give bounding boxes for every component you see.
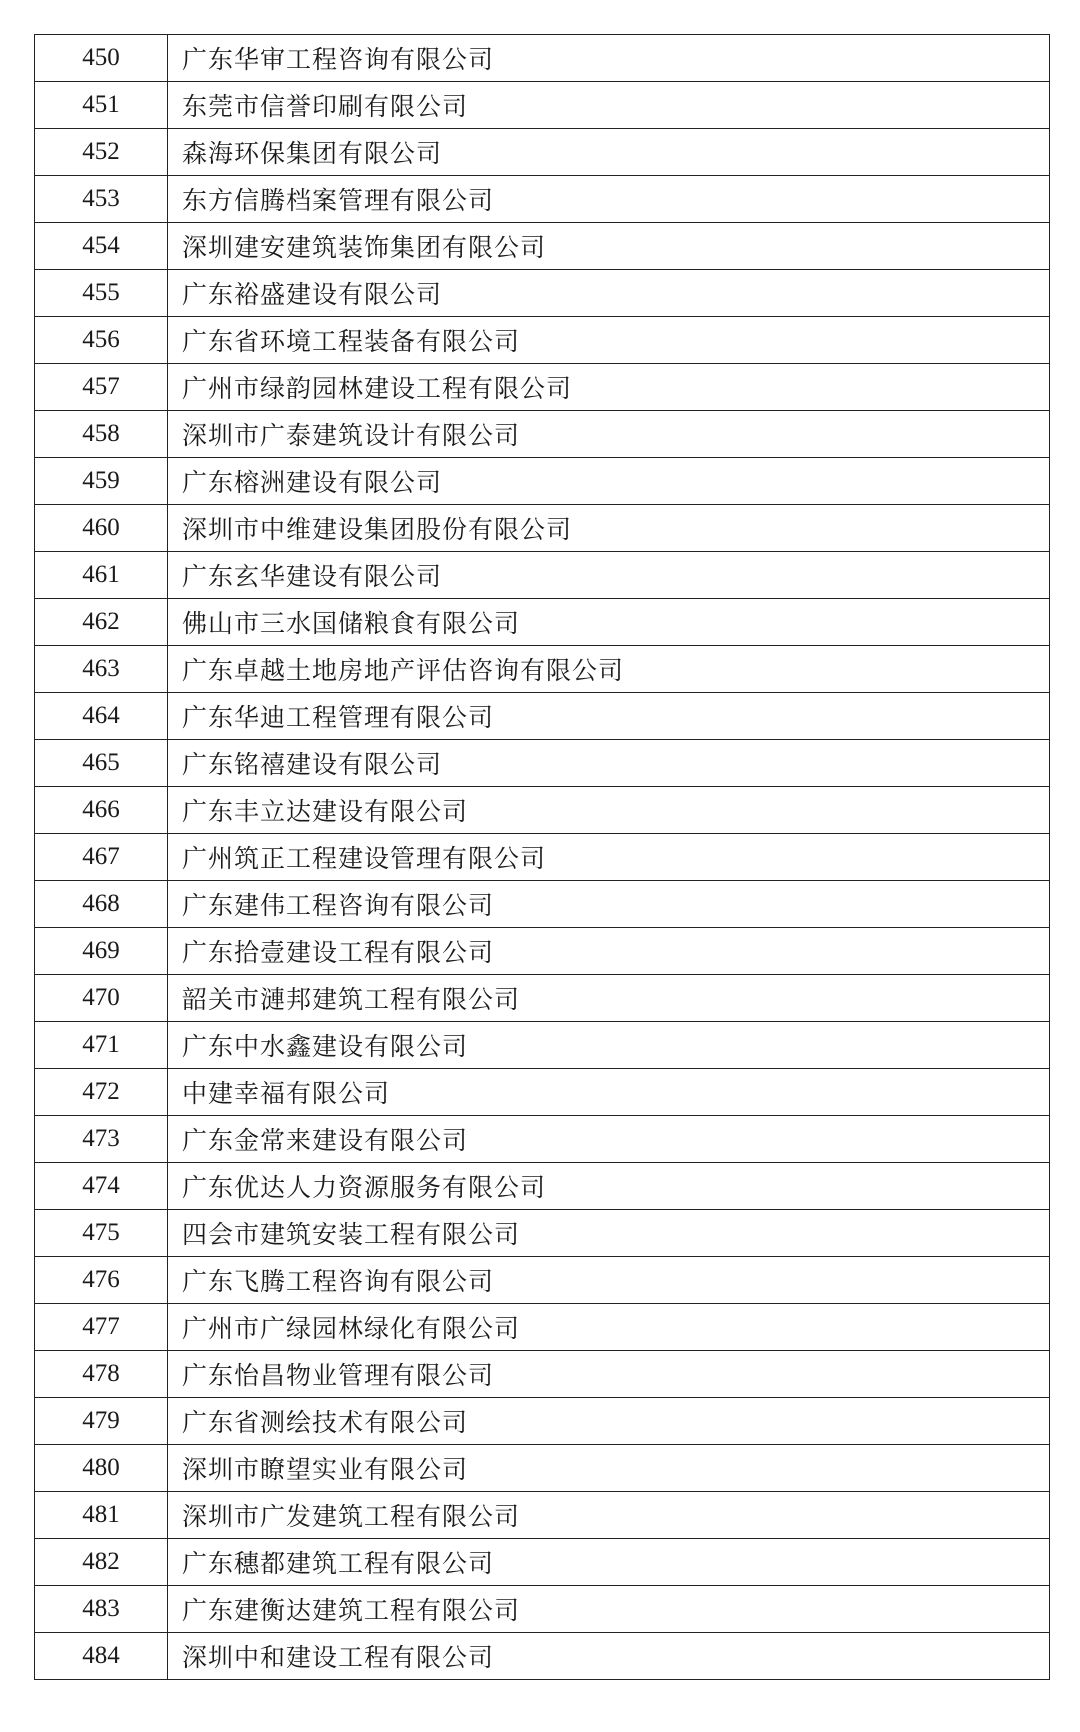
table-row [35, 223, 1050, 270]
table-row [35, 1351, 1050, 1398]
company-name: 森海环保集团有限公司 [168, 129, 1050, 176]
company-name: 广东玄华建设有限公司 [168, 552, 1050, 599]
row-number: 469 [35, 928, 168, 975]
table-row [35, 505, 1050, 552]
company-list-table-wrapper [34, 34, 1050, 1680]
table-row [35, 1304, 1050, 1351]
table-row [35, 646, 1050, 693]
table-row [35, 599, 1050, 646]
table-row [35, 82, 1050, 129]
table-row [35, 1116, 1050, 1163]
company-name: 深圳市广发建筑工程有限公司 [168, 1492, 1050, 1539]
row-number: 461 [35, 552, 168, 599]
company-name: 广东优达人力资源服务有限公司 [168, 1163, 1050, 1210]
company-name: 四会市建筑安装工程有限公司 [168, 1210, 1050, 1257]
row-number: 459 [35, 458, 168, 505]
table-row [35, 1492, 1050, 1539]
company-name: 韶关市漣邦建筑工程有限公司 [168, 975, 1050, 1022]
row-number: 455 [35, 270, 168, 317]
row-number: 479 [35, 1398, 168, 1445]
row-number: 451 [35, 82, 168, 129]
table-row [35, 1257, 1050, 1304]
company-name: 广东华审工程咨询有限公司 [168, 35, 1050, 82]
table-row [35, 740, 1050, 787]
row-number: 467 [35, 834, 168, 881]
table-row [35, 270, 1050, 317]
company-name: 广东卓越土地房地产评估咨询有限公司 [168, 646, 1050, 693]
company-name: 中建幸福有限公司 [168, 1069, 1050, 1116]
table-row [35, 364, 1050, 411]
row-number: 466 [35, 787, 168, 834]
table-row [35, 693, 1050, 740]
row-number: 482 [35, 1539, 168, 1586]
row-number: 468 [35, 881, 168, 928]
company-name: 广东建伟工程咨询有限公司 [168, 881, 1050, 928]
table-row [35, 129, 1050, 176]
row-number: 476 [35, 1257, 168, 1304]
row-number: 484 [35, 1633, 168, 1680]
table-row [35, 317, 1050, 364]
row-number: 478 [35, 1351, 168, 1398]
row-number: 475 [35, 1210, 168, 1257]
table-row [35, 1398, 1050, 1445]
company-name: 东莞市信誉印刷有限公司 [168, 82, 1050, 129]
company-name: 广东铭禧建设有限公司 [168, 740, 1050, 787]
company-name: 深圳市中维建设集团股份有限公司 [168, 505, 1050, 552]
row-number: 481 [35, 1492, 168, 1539]
table-row [35, 1069, 1050, 1116]
table-row [35, 1163, 1050, 1210]
company-name: 广东华迪工程管理有限公司 [168, 693, 1050, 740]
table-body [35, 35, 1050, 1680]
row-number: 457 [35, 364, 168, 411]
table-row [35, 975, 1050, 1022]
company-name: 东方信腾档案管理有限公司 [168, 176, 1050, 223]
table-row [35, 1445, 1050, 1492]
table-row [35, 1022, 1050, 1069]
table-row [35, 787, 1050, 834]
table-row [35, 458, 1050, 505]
row-number: 454 [35, 223, 168, 270]
row-number: 483 [35, 1586, 168, 1633]
company-name: 深圳市广泰建筑设计有限公司 [168, 411, 1050, 458]
row-number: 458 [35, 411, 168, 458]
table-row [35, 35, 1050, 82]
company-name: 广东省测绘技术有限公司 [168, 1398, 1050, 1445]
table-row [35, 1539, 1050, 1586]
company-name: 广东裕盛建设有限公司 [168, 270, 1050, 317]
table-row [35, 411, 1050, 458]
table-row [35, 552, 1050, 599]
company-list-table [34, 34, 1050, 1680]
row-number: 452 [35, 129, 168, 176]
table-row [35, 928, 1050, 975]
table-row [35, 881, 1050, 928]
company-name: 广东中水鑫建设有限公司 [168, 1022, 1050, 1069]
row-number: 450 [35, 35, 168, 82]
company-name: 广东飞腾工程咨询有限公司 [168, 1257, 1050, 1304]
row-number: 470 [35, 975, 168, 1022]
row-number: 465 [35, 740, 168, 787]
row-number: 472 [35, 1069, 168, 1116]
company-name: 广东穗都建筑工程有限公司 [168, 1539, 1050, 1586]
row-number: 477 [35, 1304, 168, 1351]
company-name: 广州市广绿园林绿化有限公司 [168, 1304, 1050, 1351]
row-number: 480 [35, 1445, 168, 1492]
company-name: 深圳市瞭望实业有限公司 [168, 1445, 1050, 1492]
row-number: 474 [35, 1163, 168, 1210]
company-name: 广州筑正工程建设管理有限公司 [168, 834, 1050, 881]
company-name: 佛山市三水国储粮食有限公司 [168, 599, 1050, 646]
table-row [35, 176, 1050, 223]
row-number: 460 [35, 505, 168, 552]
row-number: 464 [35, 693, 168, 740]
company-name: 广东丰立达建设有限公司 [168, 787, 1050, 834]
company-name: 广东拾壹建设工程有限公司 [168, 928, 1050, 975]
row-number: 453 [35, 176, 168, 223]
company-name: 广东省环境工程装备有限公司 [168, 317, 1050, 364]
table-row [35, 1633, 1050, 1680]
row-number: 471 [35, 1022, 168, 1069]
table-row [35, 1586, 1050, 1633]
company-name: 广东金常来建设有限公司 [168, 1116, 1050, 1163]
company-name: 广州市绿韵园林建设工程有限公司 [168, 364, 1050, 411]
company-name: 深圳建安建筑装饰集团有限公司 [168, 223, 1050, 270]
company-name: 深圳中和建设工程有限公司 [168, 1633, 1050, 1680]
company-name: 广东榕洲建设有限公司 [168, 458, 1050, 505]
table-row [35, 834, 1050, 881]
row-number: 473 [35, 1116, 168, 1163]
row-number: 462 [35, 599, 168, 646]
row-number: 456 [35, 317, 168, 364]
row-number: 463 [35, 646, 168, 693]
company-name: 广东怡昌物业管理有限公司 [168, 1351, 1050, 1398]
table-row [35, 1210, 1050, 1257]
company-name: 广东建衡达建筑工程有限公司 [168, 1586, 1050, 1633]
